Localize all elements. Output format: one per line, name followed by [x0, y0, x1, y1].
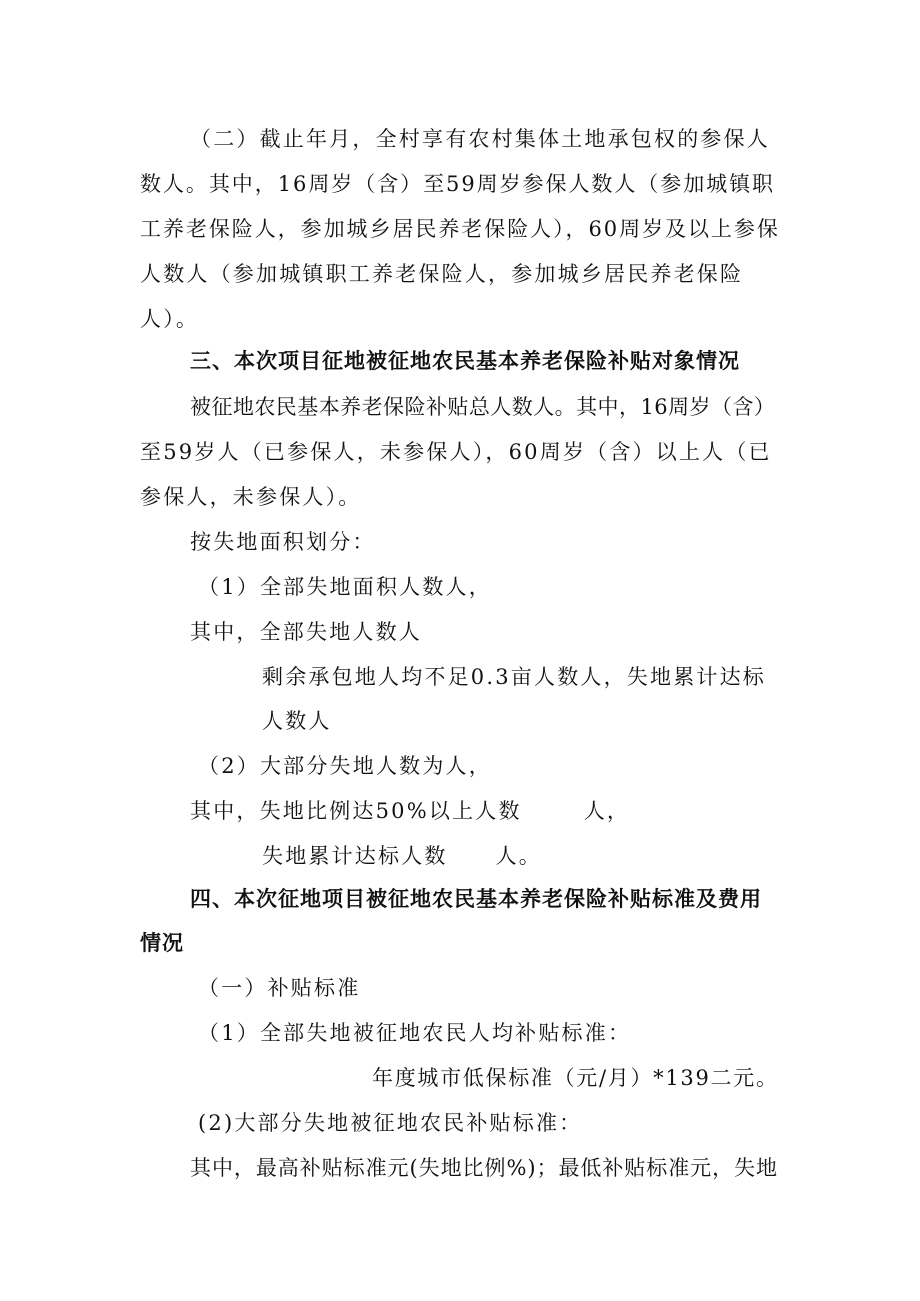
item-2-sub-b: [262, 841, 542, 871]
section-heading-4-line-1: 四、本次征地项目被征地农民基本养老保险补贴标准及费用: [190, 887, 762, 911]
standard-2-detail: 其中，最高补贴标准元(失地比例%)；最低补贴标准元，失地: [190, 1156, 778, 1180]
item-1-detail-line-2: 人数人: [262, 709, 332, 733]
item-2-sub-b-end: 人。: [495, 844, 543, 868]
standard-1: （1）全部失地被征地农民人均补贴标准：: [198, 1021, 632, 1045]
item-1-sub: 其中，全部失地人数人: [190, 620, 422, 644]
by-area-label: 按失地面积划分：: [190, 530, 376, 554]
item-2-sub-b-text: 失地累计达标人数: [262, 844, 448, 868]
section-heading-4-line-2: 情况: [140, 931, 184, 955]
para-2-2-line-3: 工养老保险人，参加城乡居民养老保险人），60周岁及以上参保: [140, 217, 780, 241]
para-2-2-line-1: （二）截止年月，全村享有农村集体土地承包权的参保人: [190, 127, 770, 151]
item-2-sub-a-text: 其中，失地比例达50%以上人数: [190, 799, 522, 823]
para-2-2-line-4: 人数人（参加城镇职工养老保险人，参加城乡居民养老保险: [140, 262, 744, 286]
item-2-sub-a: [190, 796, 630, 826]
standard-2: (2)大部分失地被征地农民补贴标准：: [198, 1111, 583, 1135]
para-2-2-line-2: 数人。其中，16周岁（含）至59周岁参保人数人（参加城镇职: [140, 172, 775, 196]
item-1: （1）全部失地面积人数人，: [198, 575, 492, 599]
para-3-1-line-2: 至59岁人（已参保人，未参保人），60周岁（含）以上人（已: [140, 440, 772, 464]
item-2-sub-a-end: 人，: [583, 799, 631, 823]
item-2: （2）大部分失地人数为人，: [198, 754, 492, 778]
para-3-1-line-1: 被征地农民基本养老保险补贴总人数人。其中，16周岁（含）: [190, 395, 776, 419]
subsection-1: （一）补贴标准: [198, 976, 361, 1000]
para-2-2-line-5: 人）。: [140, 307, 200, 331]
section-heading-3: 三、本次项目征地被征地农民基本养老保险补贴对象情况: [190, 349, 740, 373]
standard-1-formula: 年度城市低保标准（元/月）*139二元。: [372, 1066, 779, 1090]
item-1-detail-line-1: 剩余承包地人均不足0.3亩人数人，失地累计达标: [262, 665, 766, 689]
para-3-1-line-3: 参保人，未参保人）。: [140, 485, 362, 509]
